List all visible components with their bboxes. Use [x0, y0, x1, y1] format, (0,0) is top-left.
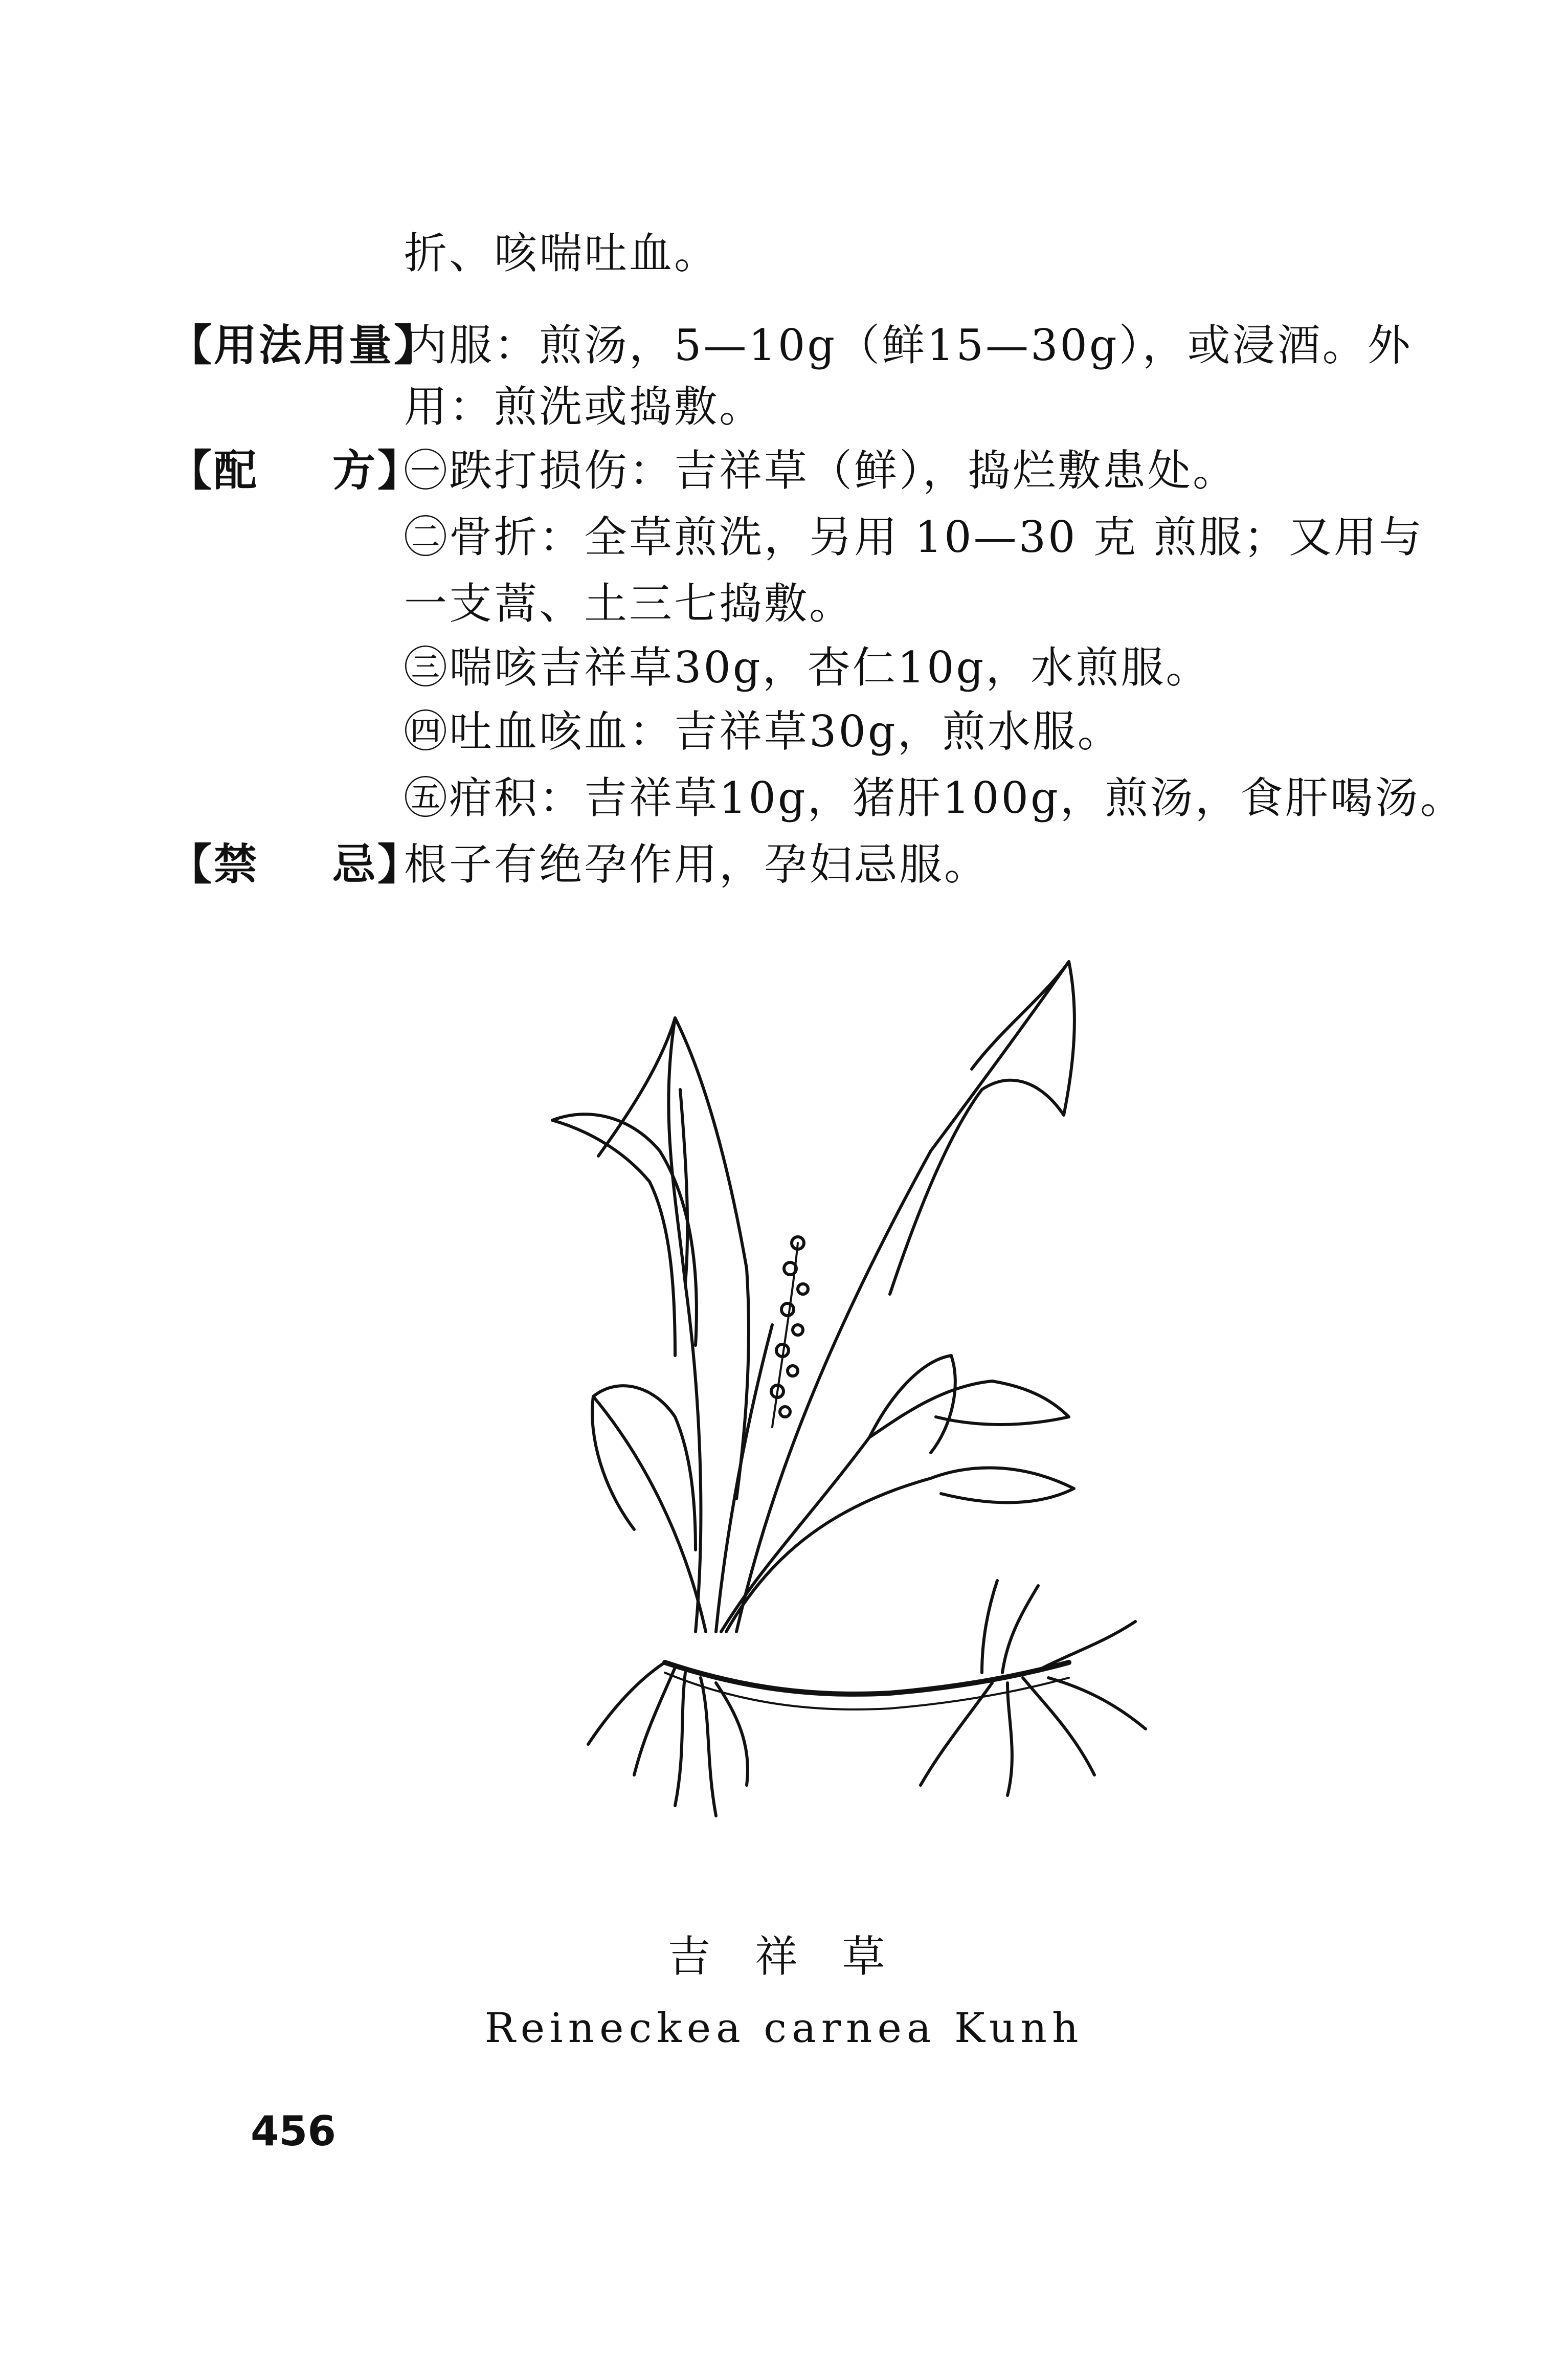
usage-label: 【用法用量】 — [169, 320, 439, 370]
figure-caption-latin: Reineckea carnea Kunh — [484, 2004, 1084, 2052]
plant-illustration — [532, 936, 1197, 1836]
figure-caption-chinese: 吉 祥 草 — [667, 1931, 901, 1982]
contraindications-label-right: 忌】 — [332, 839, 423, 890]
intro-text: 折、咳喘吐血。 — [404, 228, 720, 278]
prescription-line-3: 一支蒿、土三七捣敷。 — [404, 579, 855, 629]
prescription-line-1: ㊀跌打损伤：吉祥草（鲜），捣烂敷患处。 — [404, 446, 1238, 496]
prescription-line-4: ㊂喘咳吉祥草30g，杏仁10g，水煎服。 — [404, 642, 1211, 693]
prescriptions-label-right: 方】 — [332, 446, 423, 496]
usage-line-2: 用：煎洗或捣敷。 — [404, 382, 765, 432]
prescription-line-5: ㊃吐血咳血：吉祥草30g，煎水服。 — [404, 706, 1123, 757]
contraindications-text: 根子有绝孕作用，孕妇忌服。 — [404, 839, 990, 890]
usage-line-1: 内服：煎汤，5—10g（鲜15—30g），或浸酒。外 — [404, 320, 1413, 370]
page-number: 456 — [251, 2107, 336, 2155]
contraindications-label-left: 【禁 — [169, 839, 259, 890]
prescription-line-6: ㊄疳积：吉祥草10g，猪肝100g，煎汤，食肝喝汤。 — [404, 773, 1465, 823]
prescriptions-label-left: 【配 — [169, 446, 259, 496]
prescription-line-2: ㊁骨折：全草煎洗，另用 10—30 克 煎服；又用与 — [404, 512, 1424, 562]
